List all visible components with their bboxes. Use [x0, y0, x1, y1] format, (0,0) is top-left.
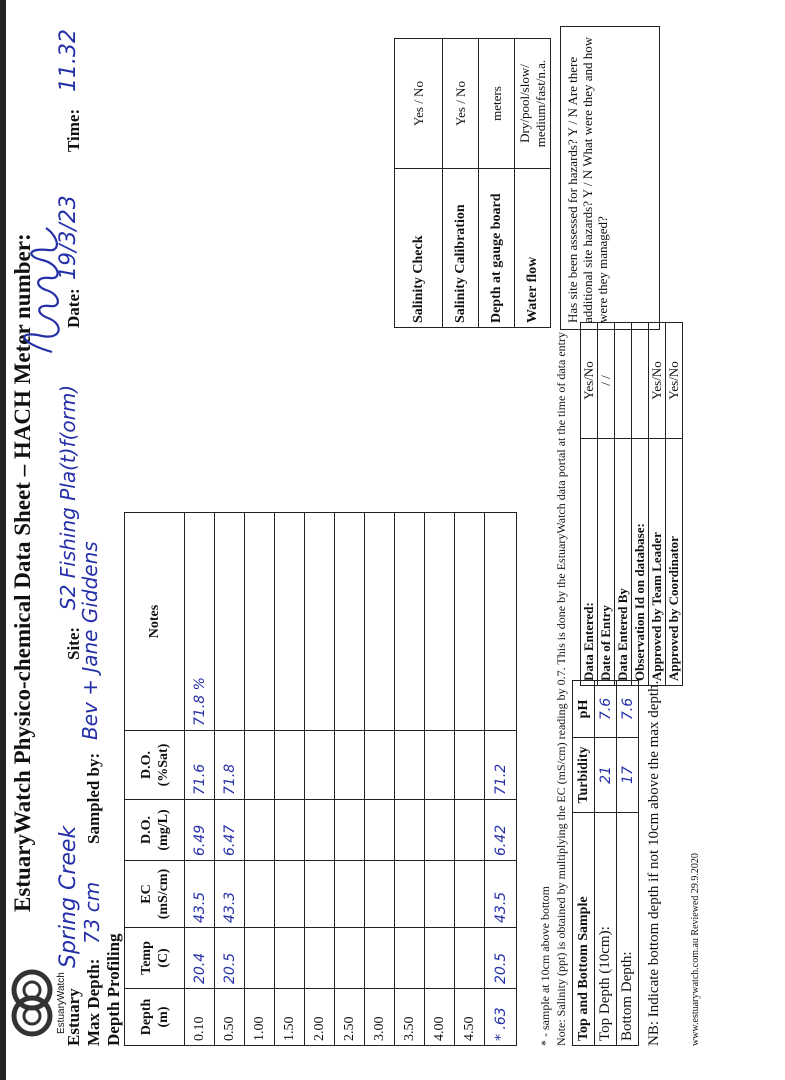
depth-cell: * .63: [485, 989, 517, 1046]
salinity-check-table: [394, 38, 551, 328]
do-mgl-cell: [365, 800, 395, 861]
do-mgl-cell: [245, 800, 275, 861]
notes-cell: [335, 513, 365, 731]
table-row: [275, 513, 305, 1046]
temp-cell: [245, 928, 275, 989]
do-sat-cell: [335, 731, 365, 800]
table-row: [515, 39, 551, 328]
ec-cell: 43.5: [485, 861, 517, 928]
do-mgl-cell: 6.47: [215, 800, 245, 861]
table-row: [617, 681, 639, 1046]
top-bottom-table: [572, 680, 639, 1046]
depth-profiling-table: [124, 512, 517, 1046]
temp-cell: [275, 928, 305, 989]
estuary-label: Estuary: [64, 988, 83, 1046]
check-label: Water flow: [515, 169, 551, 328]
site-value: S2 Fishing Pla(t)f(orm): [56, 384, 80, 610]
footnote-star: * - sample at 10cm above bottom: [538, 886, 552, 1046]
page-title: EstuaryWatch Physico-chemical Data Sheet – HACH Meter number:: [10, 233, 35, 912]
nb-text: NB: Indicate bottom depth if not 10cm above the max depth.: [646, 680, 662, 1046]
do-sat-cell: [455, 731, 485, 800]
col-temp: Temp (C): [125, 928, 185, 989]
ec-cell: 43.3: [215, 861, 245, 928]
table-row: [185, 513, 215, 1046]
notes-cell: [455, 513, 485, 731]
depth-cell: 4.00: [425, 989, 455, 1046]
table-row: [395, 39, 443, 328]
entry-label: Data Entered By: [615, 439, 632, 686]
table-row: [245, 513, 275, 1046]
footnote-salinity: Note: Salinity (ppt) is obtained by multiplying the EC (mS/cm) reading by 0.7. This is done by the EstuaryWatch data portal at the time of data entry: [554, 332, 568, 1046]
depth-cell: 2.00: [305, 989, 335, 1046]
depth-cell: 4.50: [455, 989, 485, 1046]
do-sat-cell: 71.2: [485, 731, 517, 800]
nb-note: [646, 666, 663, 1046]
check-label: Salinity Calibration: [443, 169, 479, 328]
notes-cell: [275, 513, 305, 731]
temp-cell: [365, 928, 395, 989]
data-entry-table: [580, 322, 683, 686]
ec-cell: [425, 861, 455, 928]
table-row: [305, 513, 335, 1046]
temp-cell: 20.4: [185, 928, 215, 989]
max-depth-label: Max Depth:: [84, 958, 103, 1046]
check-label: Depth at gauge board: [479, 169, 515, 328]
logo-text: EstuaryWatch: [56, 972, 67, 1034]
hazards-text: Has site been assessed for hazards? Y / N Are there additional site hazards? Y / N What were they and how were they managed?: [565, 36, 610, 323]
time-label: Time:: [64, 108, 83, 152]
table-row: [649, 323, 666, 686]
table-row: [443, 39, 479, 328]
notes-cell: [395, 513, 425, 731]
table-row: [365, 513, 395, 1046]
entry-value: Yes/No: [581, 323, 598, 439]
top-depth-label: Top Depth (10cm):: [595, 813, 617, 1046]
bottom-turbidity: 17: [617, 738, 639, 813]
do-sat-cell: [305, 731, 335, 800]
do-sat-cell: 71.8: [215, 731, 245, 800]
notes-cell: [365, 513, 395, 731]
sampled-by-value: Bev + Jane Giddens: [78, 541, 102, 740]
table-row: [479, 39, 515, 328]
ec-cell: [275, 861, 305, 928]
do-sat-cell: [275, 731, 305, 800]
do-mgl-cell: 6.49: [185, 800, 215, 861]
do-sat-cell: [245, 731, 275, 800]
entry-value: Yes/No: [666, 323, 683, 439]
col-depth: Depth (m): [125, 989, 185, 1046]
hazards-box: [560, 26, 660, 330]
entry-value: [632, 323, 649, 439]
temp-cell: [425, 928, 455, 989]
ec-cell: [365, 861, 395, 928]
table-row: [425, 513, 455, 1046]
entry-value: Yes/No: [649, 323, 666, 439]
depth-cell: 1.50: [275, 989, 305, 1046]
col-sample: Top and Bottom Sample: [573, 813, 595, 1046]
table-row: [485, 513, 517, 1046]
col-turbidity: Turbidity: [573, 738, 595, 813]
ec-cell: 43.5: [185, 861, 215, 928]
notes-cell: [245, 513, 275, 731]
do-mgl-cell: [395, 800, 425, 861]
check-value: meters: [479, 39, 515, 169]
bottom-ph: 7.6: [617, 681, 639, 738]
do-mgl-cell: 6.42: [485, 800, 517, 861]
col-ph: pH: [573, 681, 595, 738]
ec-cell: [395, 861, 425, 928]
max-depth-value: 73 cm: [80, 881, 104, 944]
depth-cell: 1.00: [245, 989, 275, 1046]
check-value: Yes / No: [443, 39, 479, 169]
top-turbidity: 21: [595, 738, 617, 813]
time-value: 11.32: [56, 29, 81, 92]
ec-cell: [455, 861, 485, 928]
do-sat-cell: [365, 731, 395, 800]
date-value: 19/3/23: [56, 195, 81, 280]
website-footer: www.estuarywatch.com.au Reviewed 29.9.2020: [690, 853, 701, 1046]
date-label: Date:: [64, 288, 83, 328]
table-row: [595, 681, 617, 1046]
temp-cell: 20.5: [215, 928, 245, 989]
col-do-mgl: D.O. (mg/L): [125, 800, 185, 861]
do-mgl-cell: [425, 800, 455, 861]
temp-cell: [395, 928, 425, 989]
depth-cell: 3.00: [365, 989, 395, 1046]
ec-cell: [245, 861, 275, 928]
depth-cell: 2.50: [335, 989, 365, 1046]
scan-edge: [0, 0, 6, 1080]
entry-label: Approved by Team Leader: [649, 439, 666, 686]
do-sat-cell: [395, 731, 425, 800]
bottom-depth-label: Bottom Depth:: [617, 813, 639, 1046]
estuary-value: Spring Creek: [56, 825, 81, 968]
depth-cell: 3.50: [395, 989, 425, 1046]
table-row: [335, 513, 365, 1046]
ec-cell: [335, 861, 365, 928]
do-sat-cell: 71.6: [185, 731, 215, 800]
entry-value: / /: [598, 323, 615, 439]
temp-cell: 20.5: [485, 928, 517, 989]
do-mgl-cell: [335, 800, 365, 861]
check-label: Salinity Check: [395, 169, 443, 328]
table-row: [632, 323, 649, 686]
temp-cell: [305, 928, 335, 989]
depth-cell: 0.50: [215, 989, 245, 1046]
check-value: Yes / No: [395, 39, 443, 169]
do-sat-cell: [425, 731, 455, 800]
table-row: [581, 323, 598, 686]
table-row: [215, 513, 245, 1046]
ec-cell: [305, 861, 335, 928]
check-value: Dry/pool/slow/ medium/fast/n.a.: [515, 39, 551, 169]
col-ec: EC (mS/cm): [125, 861, 185, 928]
notes-cell: [215, 513, 245, 731]
table-row: [395, 513, 425, 1046]
entry-label: Approved by Coordinator: [666, 439, 683, 686]
depth-profiling-title: Depth Profiling: [104, 933, 123, 1046]
notes-cell: [485, 513, 517, 731]
sampled-by-label: Sampled by:: [84, 752, 103, 844]
temp-cell: [335, 928, 365, 989]
depth-cell: 0.10: [185, 989, 215, 1046]
table-row: [666, 323, 683, 686]
col-notes: Notes: [125, 513, 185, 731]
site-label: Site:: [64, 626, 83, 660]
entry-label: Data Entered:: [581, 439, 598, 686]
table-row: [615, 323, 632, 686]
table-row: [455, 513, 485, 1046]
entry-label: Observation Id on database:: [632, 439, 649, 686]
table-row: [598, 323, 615, 686]
entry-value: [615, 323, 632, 439]
do-mgl-cell: [275, 800, 305, 861]
notes-cell: [425, 513, 455, 731]
top-ph: 7.6: [595, 681, 617, 738]
notes-cell: [305, 513, 335, 731]
temp-cell: [455, 928, 485, 989]
entry-label: Date of Entry: [598, 439, 615, 686]
do-mgl-cell: [455, 800, 485, 861]
do-mgl-cell: [305, 800, 335, 861]
notes-cell: 71.8 %: [185, 513, 215, 731]
col-do-sat: D.O. (%Sat): [125, 731, 185, 800]
